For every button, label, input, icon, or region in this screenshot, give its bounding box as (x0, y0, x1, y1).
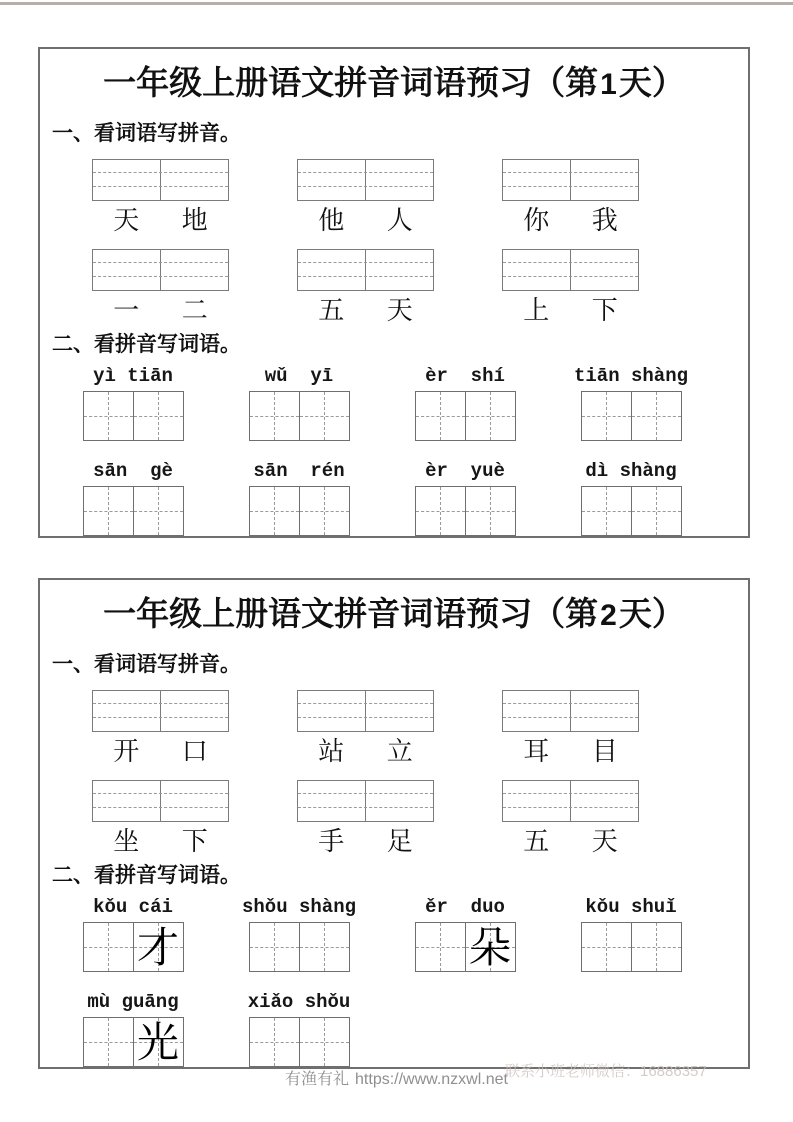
answer-char (466, 483, 515, 535)
tianzige-cell (631, 392, 681, 440)
answer-char: 光 (136, 1021, 179, 1067)
answer-char (582, 483, 631, 535)
section-heading-write-pinyin: 一、看词语写拼音。 (52, 653, 241, 676)
tianzige-cell (84, 392, 133, 440)
word-char: 五 (318, 296, 345, 325)
title-text: 一年级上册语文拼音词语预习（第 (103, 595, 599, 632)
pinyin-label: sān gè (93, 460, 173, 482)
pinyin-label: tiān shàng (573, 365, 689, 387)
word-chars (92, 297, 229, 325)
tianzige-cell (582, 392, 631, 440)
word-char: 站 (318, 737, 345, 766)
word-group (92, 780, 229, 856)
answer-char (300, 1014, 349, 1066)
pinyin-cell (93, 691, 160, 731)
word-chars (297, 828, 434, 856)
word-group (92, 690, 229, 766)
word-chars (297, 297, 434, 325)
tianzige-cell (133, 923, 183, 971)
pinyin-word-group (250, 366, 348, 441)
tianzige-grid (249, 486, 350, 536)
tianzige-grid (415, 922, 516, 972)
tianzige-cell (299, 392, 349, 440)
word-group (502, 780, 639, 856)
word-char: 耳 (523, 737, 550, 766)
pinyin-row (40, 897, 748, 972)
pinyin-cell (298, 250, 365, 290)
answer-char (250, 483, 299, 535)
word-char: 下 (181, 827, 208, 856)
tianzige-cell (250, 1018, 299, 1066)
pinyin-cell (93, 781, 160, 821)
word-char: 立 (386, 737, 413, 766)
word-row (40, 249, 748, 325)
tianzige-cell (84, 923, 133, 971)
pinyin-fourline-grid (92, 780, 229, 822)
pinyin-label: ěr duo (425, 896, 505, 918)
title-text-suffix: 天） (618, 595, 685, 632)
word-char: 他 (318, 206, 345, 235)
tianzige-grid (83, 486, 184, 536)
pinyin-cell (298, 160, 365, 200)
tianzige-grid (415, 486, 516, 536)
tianzige-cell (631, 923, 681, 971)
answer-char (250, 1014, 299, 1066)
word-group (502, 690, 639, 766)
answer-char (466, 388, 515, 440)
pinyin-cell (160, 160, 228, 200)
pinyin-word-group (84, 461, 182, 536)
tianzige-grid (249, 922, 350, 972)
tianzige-cell (416, 392, 465, 440)
pinyin-row (40, 366, 748, 441)
pinyin-fourline-grid (297, 690, 434, 732)
tianzige-cell (84, 1018, 133, 1066)
word-group (297, 780, 434, 856)
tianzige-cell (250, 392, 299, 440)
pinyin-word-group (250, 461, 348, 536)
pinyin-word-group (247, 991, 351, 1067)
word-char: 下 (591, 296, 618, 325)
pinyin-cell (365, 250, 433, 290)
tianzige-grid (581, 486, 682, 536)
pinyin-cell (503, 250, 570, 290)
tianzige-cell (299, 1018, 349, 1066)
pinyin-cell (298, 781, 365, 821)
answer-char (250, 919, 299, 971)
word-chars (502, 828, 639, 856)
word-char: 一 (113, 296, 140, 325)
answer-char: 才 (136, 926, 179, 972)
tianzige-grid (83, 391, 184, 441)
word-char: 手 (318, 827, 345, 856)
pinyin-fourline-grid (502, 690, 639, 732)
pinyin-cell (365, 781, 433, 821)
tianzige-cell (465, 923, 515, 971)
word-char: 天 (386, 296, 413, 325)
pinyin-label: kǒu shuǐ (585, 896, 677, 918)
section-heading-write-pinyin: 一、看词语写拼音。 (52, 122, 241, 145)
word-char: 目 (591, 737, 618, 766)
word-group (297, 159, 434, 235)
pinyin-fourline-grid (297, 780, 434, 822)
day-number: 1 (600, 68, 617, 101)
section-heading-write-words: 二、看拼音写词语。 (52, 333, 241, 356)
pinyin-label: kǒu cái (93, 896, 173, 918)
pinyin-word-group (416, 897, 514, 972)
word-chars (92, 738, 229, 766)
pinyin-cell (570, 160, 638, 200)
pinyin-cell (160, 781, 228, 821)
word-group (92, 159, 229, 235)
tianzige-grid (83, 1017, 184, 1067)
answer-char (134, 388, 183, 440)
tianzige-grid (581, 922, 682, 972)
answer-char (632, 388, 681, 440)
word-group (297, 690, 434, 766)
tianzige-cell (133, 1018, 183, 1066)
pinyin-cell (570, 250, 638, 290)
pinyin-cell (570, 781, 638, 821)
answer-char: 朵 (468, 926, 511, 972)
pinyin-label: shǒu shàng (241, 896, 357, 918)
pinyin-fourline-grid (502, 159, 639, 201)
word-char: 足 (386, 827, 413, 856)
pinyin-label: yì tiān (93, 365, 173, 387)
tianzige-cell (250, 923, 299, 971)
tianzige-cell (416, 487, 465, 535)
pinyin-word-group (84, 366, 182, 441)
title-text-suffix: 天） (618, 64, 685, 101)
pinyin-cell (503, 781, 570, 821)
worksheet-page-1 (38, 47, 750, 538)
pinyin-label: xiǎo shǒu (247, 991, 351, 1013)
day-number: 2 (600, 599, 617, 632)
answer-char (300, 919, 349, 971)
top-border-line (0, 2, 793, 5)
tianzige-cell (133, 487, 183, 535)
tianzige-cell (582, 487, 631, 535)
answer-char (632, 919, 681, 971)
pinyin-word-group (84, 992, 182, 1067)
answer-char (416, 388, 465, 440)
tianzige-cell (465, 487, 515, 535)
title-text: 一年级上册语文拼音词语预习（第 (103, 64, 599, 101)
word-group (502, 159, 639, 235)
pinyin-label: wǔ yī (264, 365, 334, 387)
pinyin-row (40, 461, 748, 536)
answer-char (250, 388, 299, 440)
answer-char (300, 483, 349, 535)
tianzige-grid (83, 922, 184, 972)
page-title (40, 593, 748, 637)
pinyin-fourline-grid (502, 249, 639, 291)
answer-char (300, 388, 349, 440)
answer-char (582, 919, 631, 971)
word-chars (502, 738, 639, 766)
tianzige-grid (415, 391, 516, 441)
word-char: 地 (181, 206, 208, 235)
section-heading-write-words: 二、看拼音写词语。 (52, 864, 241, 887)
word-char: 人 (386, 206, 413, 235)
worksheet-page-2 (38, 578, 750, 1069)
tianzige-cell (631, 487, 681, 535)
tianzige-cell (84, 487, 133, 535)
pinyin-cell (93, 250, 160, 290)
word-char: 坐 (113, 827, 140, 856)
word-chars (297, 207, 434, 235)
pinyin-fourline-grid (92, 159, 229, 201)
pinyin-label: èr yuè (425, 460, 505, 482)
pinyin-label: mù guāng (87, 991, 179, 1013)
tianzige-cell (299, 487, 349, 535)
word-char: 天 (591, 827, 618, 856)
pinyin-word-group (582, 897, 680, 972)
pinyin-cell (570, 691, 638, 731)
tianzige-cell (133, 392, 183, 440)
answer-char (84, 919, 133, 971)
word-char: 口 (181, 737, 208, 766)
tianzige-cell (582, 923, 631, 971)
word-char: 天 (113, 206, 140, 235)
pinyin-word-group (84, 897, 182, 972)
word-chars (502, 297, 639, 325)
word-char: 开 (113, 737, 140, 766)
word-group (297, 249, 434, 325)
word-row (40, 780, 748, 856)
footer-watermark: 联系小班老师微信：16886357 (505, 1063, 707, 1080)
pinyin-word-group (241, 896, 357, 972)
word-chars (92, 207, 229, 235)
answer-char (416, 483, 465, 535)
pinyin-cell (160, 250, 228, 290)
answer-char (416, 919, 465, 971)
tianzige-cell (416, 923, 465, 971)
word-group (502, 249, 639, 325)
pinyin-cell (298, 691, 365, 731)
pinyin-fourline-grid (502, 780, 639, 822)
footer-brand: 有渔有礼 (285, 1071, 350, 1088)
tianzige-grid (249, 1017, 350, 1067)
page-title (40, 62, 748, 106)
pinyin-word-group (416, 366, 514, 441)
pinyin-fourline-grid (92, 690, 229, 732)
pinyin-word-group (416, 461, 514, 536)
word-chars (502, 207, 639, 235)
answer-char (84, 483, 133, 535)
tianzige-cell (250, 487, 299, 535)
word-char: 二 (181, 296, 208, 325)
pinyin-cell (503, 160, 570, 200)
tianzige-cell (465, 392, 515, 440)
word-chars (297, 738, 434, 766)
answer-char (134, 483, 183, 535)
answer-char (582, 388, 631, 440)
pinyin-cell (93, 160, 160, 200)
pinyin-word-group (573, 365, 689, 441)
tianzige-cell (299, 923, 349, 971)
word-group (92, 249, 229, 325)
pinyin-word-group (582, 461, 680, 536)
word-char: 五 (523, 827, 550, 856)
tianzige-grid (581, 391, 682, 441)
pinyin-cell (365, 160, 433, 200)
pinyin-fourline-grid (297, 159, 434, 201)
pinyin-fourline-grid (92, 249, 229, 291)
pinyin-label: èr shí (425, 365, 505, 387)
pinyin-fourline-grid (297, 249, 434, 291)
word-chars (92, 828, 229, 856)
pinyin-cell (503, 691, 570, 731)
word-char: 我 (591, 206, 618, 235)
answer-char (632, 483, 681, 535)
word-char: 上 (523, 296, 550, 325)
pinyin-label: sān rén (253, 460, 345, 482)
pinyin-row (40, 992, 748, 1067)
answer-char (84, 1014, 133, 1066)
footer-url: https://www.nzxwl.net (355, 1071, 508, 1088)
tianzige-grid (249, 391, 350, 441)
pinyin-cell (160, 691, 228, 731)
pinyin-label: dì shàng (585, 460, 677, 482)
word-row (40, 159, 748, 235)
word-row (40, 690, 748, 766)
answer-char (84, 388, 133, 440)
word-char: 你 (523, 206, 550, 235)
pinyin-cell (365, 691, 433, 731)
